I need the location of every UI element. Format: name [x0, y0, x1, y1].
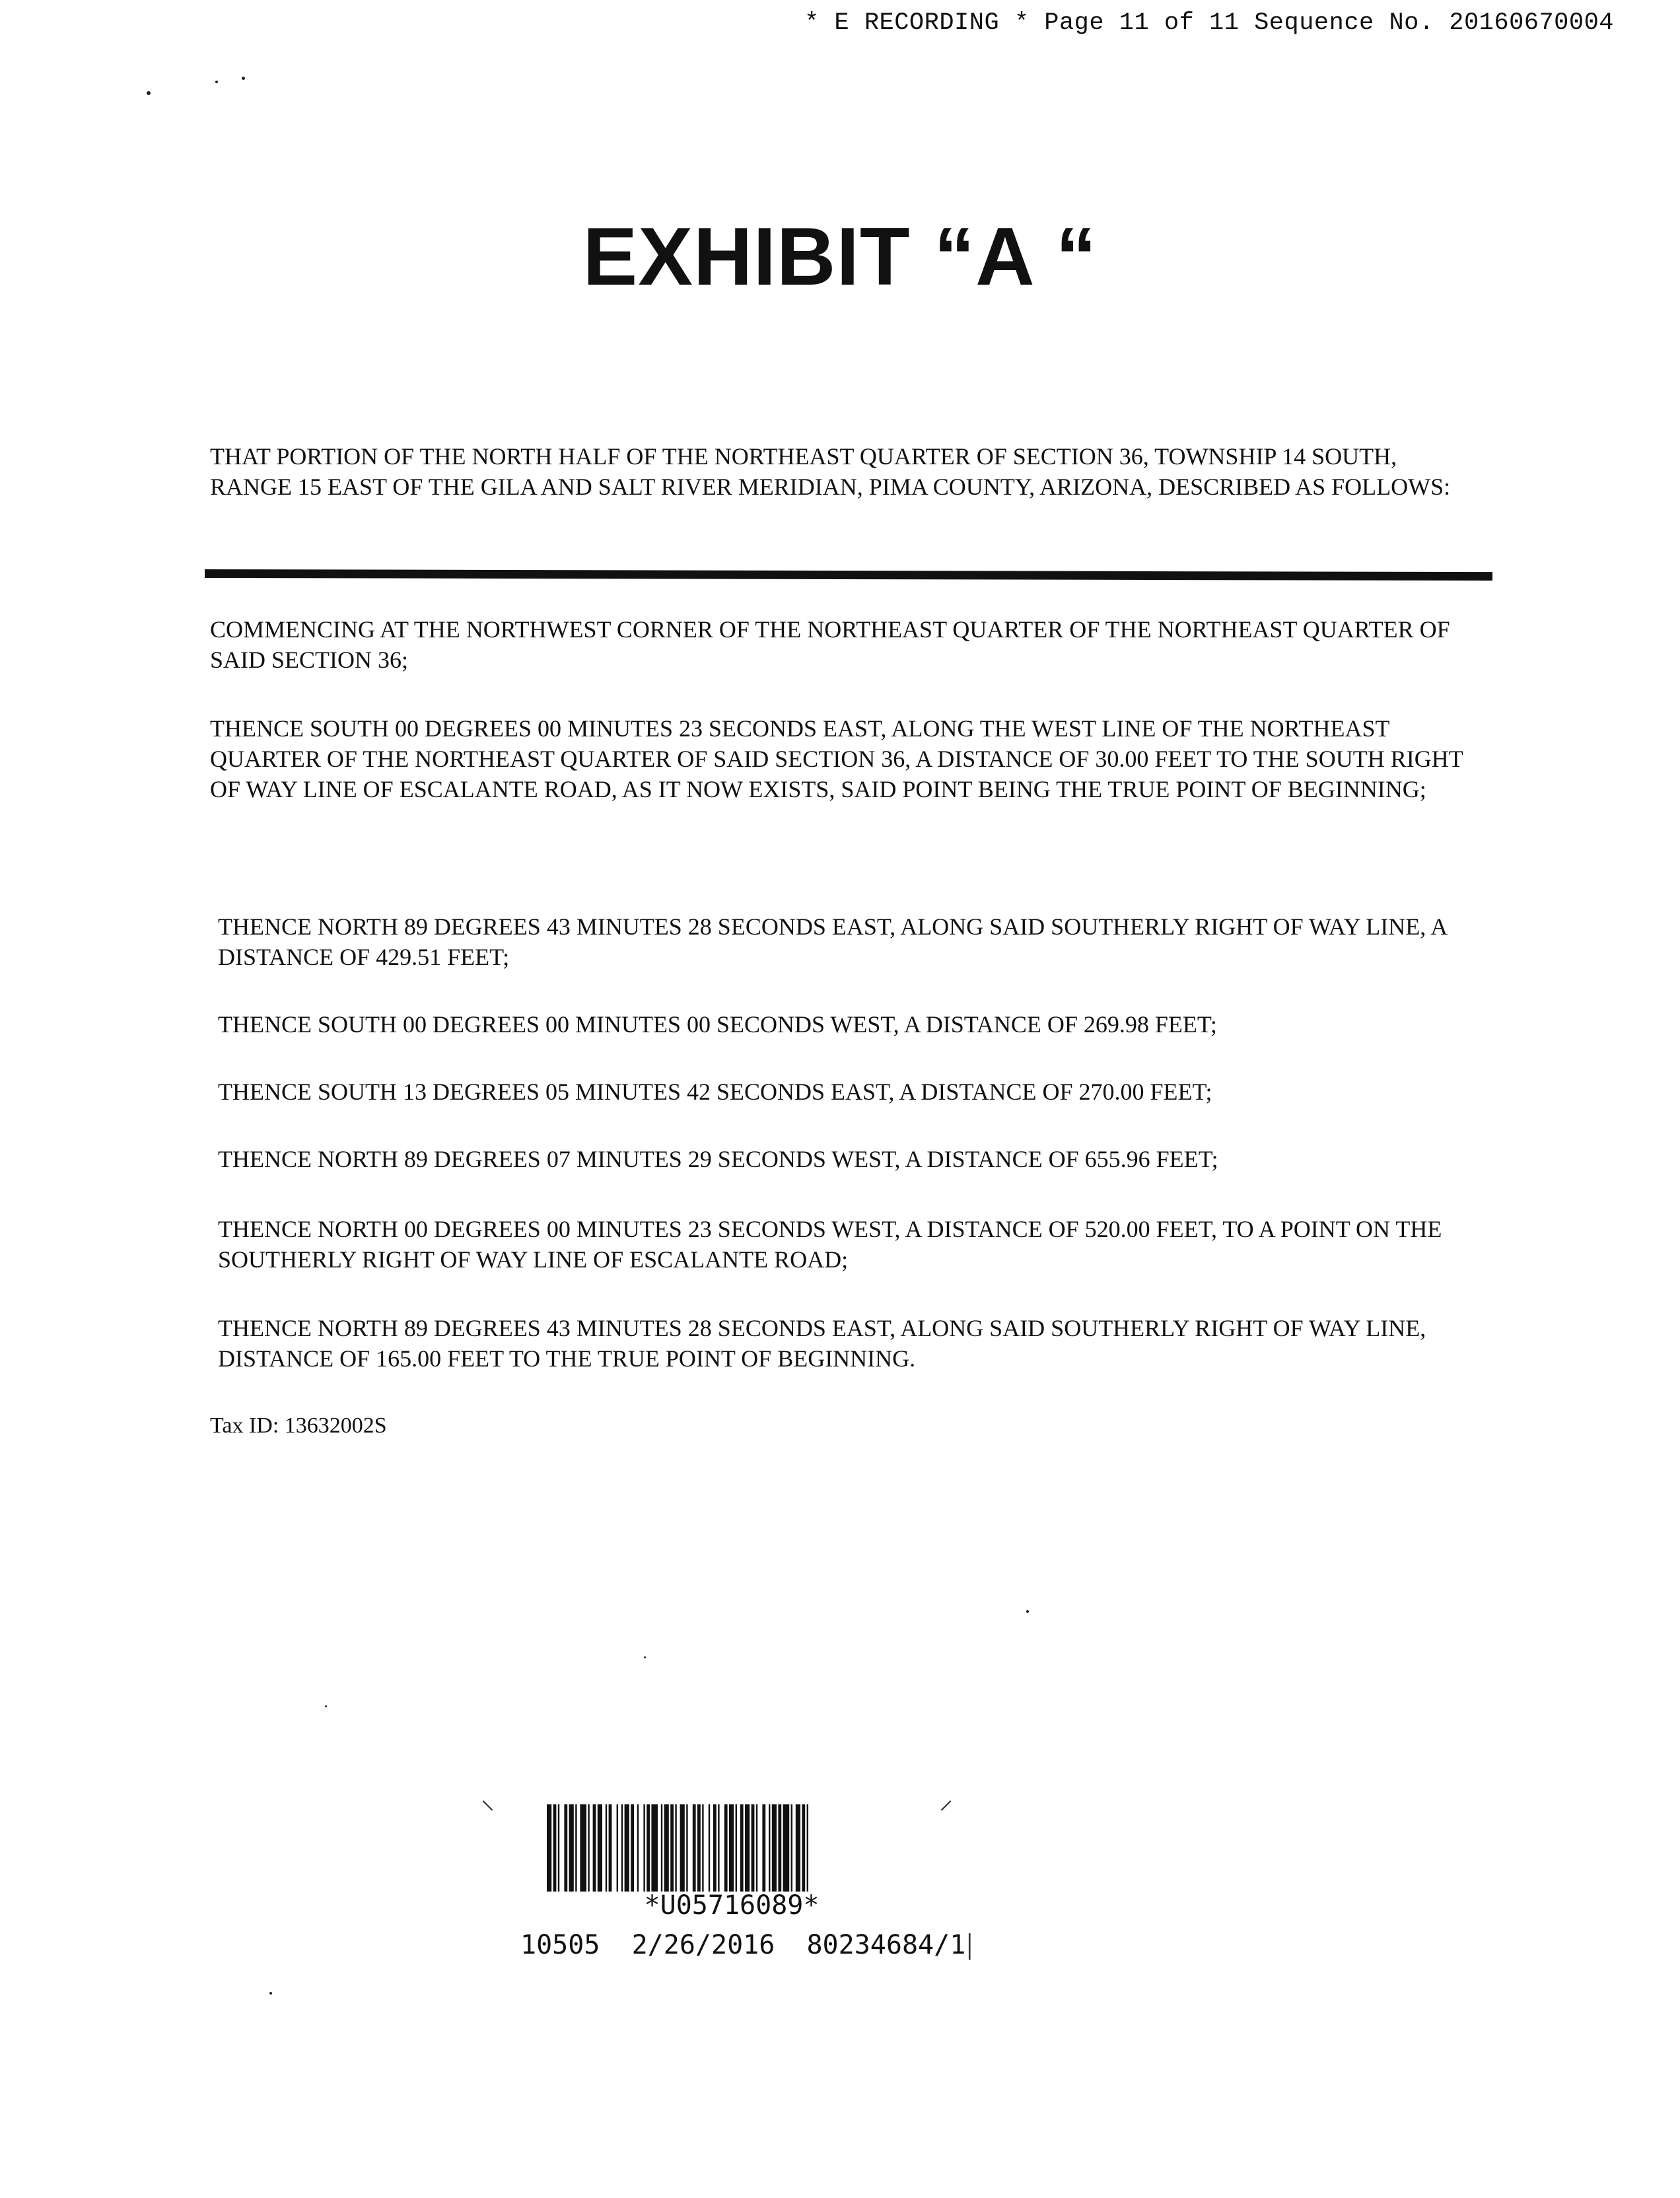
legal-description-paragraph: COMMENCING AT THE NORTHWEST CORNER OF THE NORTHEAST QUARTER OF THE NORTHEAST QUARTER OF SAID SECTION 36; [210, 616, 1450, 673]
legal-description-paragraph: THENCE NORTH 89 DEGREES 07 MINUTES 29 SECONDS WEST, A DISTANCE OF 655.96 FEET; [218, 1146, 1218, 1172]
barcode-bar [569, 1804, 574, 1892]
exhibit-title: EXHIBIT “A “ [582, 211, 1098, 302]
legal-description-paragraph: THENCE SOUTH 00 DEGREES 00 MINUTES 00 SECONDS WEST, A DISTANCE OF 269.98 FEET; [218, 1011, 1217, 1038]
barcode-bar [564, 1804, 567, 1892]
scan-speck [325, 1705, 327, 1707]
barcode-bar [606, 1804, 607, 1892]
barcode-bar [709, 1804, 710, 1892]
recording-barcode-block [481, 1795, 983, 2039]
barcode-bar [807, 1804, 808, 1892]
barcode-bar [762, 1804, 765, 1892]
recording-meta: 10505 2/26/2016 80234684/1 [520, 1930, 966, 1960]
barcode-bar [593, 1804, 596, 1892]
barcode-bar [736, 1804, 737, 1892]
barcode-bar [686, 1804, 687, 1892]
barcode-bar [745, 1804, 750, 1892]
barcode-bar [637, 1804, 639, 1892]
barcode-bar [670, 1804, 674, 1892]
barcode-bar [631, 1804, 634, 1892]
barcode-bar [664, 1804, 669, 1892]
recording-header: * E RECORDING * Page 11 of 11 Sequence No. 20160670004 [804, 9, 1614, 37]
legal-description-paragraph: THENCE NORTH 89 DEGREES 43 MINUTES 28 SECONDS EAST, ALONG SAID SOUTHERLY RIGHT OF WAY LINE, DISTANCE OF 165.00 FEET TO THE TRUE POINT OF BEGINNING. [218, 1315, 1426, 1372]
scan-speck [147, 91, 151, 95]
tax-id: Tax ID: 13632002S [210, 1413, 387, 1438]
scan-speck [269, 1992, 272, 1995]
barcode-bar [617, 1804, 618, 1892]
intro-paragraph: THAT PORTION OF THE NORTH HALF OF THE NORTHEAST QUARTER OF SECTION 36, TOWNSHIP 14 SOUTH, RANGE 15 EAST OF THE GILA AND SALT RIVER MERIDIAN, PIMA COUNTY, ARIZONA, DESCRIBED AS FOLLOWS: [210, 443, 1451, 500]
barcode-bar [647, 1804, 650, 1892]
scan-speck [644, 1656, 646, 1658]
barcode-bar [778, 1804, 781, 1892]
barcode-number: *U05716089* [644, 1890, 820, 1921]
barcode-bar [553, 1804, 557, 1892]
barcode-bar [783, 1804, 790, 1892]
barcode-bar [702, 1804, 703, 1892]
section-divider [205, 569, 1492, 581]
barcode-bar [675, 1804, 676, 1892]
scan-speck [242, 77, 245, 80]
barcode-bar [588, 1804, 589, 1892]
barcode-bar [625, 1804, 629, 1892]
barcode-bar [752, 1804, 755, 1892]
barcode-bar [791, 1804, 792, 1892]
barcode-bar [718, 1804, 719, 1892]
barcode-bar [598, 1804, 602, 1892]
barcode-bar [756, 1804, 757, 1892]
legal-description-paragraph: THENCE NORTH 00 DEGREES 00 MINUTES 23 SECONDS WEST, A DISTANCE OF 520.00 FEET, TO A POINT ON THE SOUTHERLY RIGHT OF WAY LINE OF ESCALANTE ROAD; [218, 1216, 1442, 1273]
barcode-bar [680, 1804, 685, 1892]
barcode-bar [802, 1804, 805, 1892]
barcode-bar [796, 1804, 800, 1892]
scan-speck [215, 81, 218, 83]
barcode-bar [575, 1804, 577, 1892]
corner-mark: ⸍ [939, 1794, 954, 1827]
barcode-bar [643, 1804, 645, 1892]
barcode-bar [558, 1804, 559, 1892]
barcode-bar [769, 1804, 770, 1892]
barcode-bar [693, 1804, 696, 1892]
scan-speck [1026, 1610, 1029, 1613]
barcode-bar [580, 1804, 586, 1892]
barcode-bar [740, 1804, 744, 1892]
barcode-bar [713, 1804, 717, 1892]
barcode-bar [547, 1804, 551, 1892]
barcode-bar [621, 1804, 623, 1892]
barcode-bar [697, 1804, 701, 1892]
legal-description-paragraph: THENCE NORTH 89 DEGREES 43 MINUTES 28 SECONDS EAST, ALONG SAID SOUTHERLY RIGHT OF WAY LINE, A DISTANCE OF 429.51 FEET; [218, 913, 1447, 970]
corner-mark: ⸌ [481, 1794, 495, 1827]
barcode-bar [661, 1804, 662, 1892]
barcode-image [547, 1804, 903, 1892]
corner-mark: │ [963, 1934, 977, 1960]
legal-description-paragraph: THENCE SOUTH 00 DEGREES 00 MINUTES 23 SECONDS EAST, ALONG THE WEST LINE OF THE NORTHEAST QUARTER OF THE NORTHEAST QUARTER OF SAID SECTION 36, A DISTANCE OF 30.00 FEET TO THE SOUTH RIGHT OF WAY LINE OF ESCALANTE ROAD, AS IT NOW EXISTS, SAID POINT BEING THE TRUE POINT OF BEGINNING; [210, 715, 1463, 802]
barcode-bar [772, 1804, 777, 1892]
barcode-bar [724, 1804, 728, 1892]
barcode-bar [729, 1804, 734, 1892]
barcode-bar [609, 1804, 612, 1892]
legal-description-paragraph: THENCE SOUTH 13 DEGREES 05 MINUTES 42 SECONDS EAST, A DISTANCE OF 270.00 FEET; [218, 1079, 1212, 1105]
barcode-bar [651, 1804, 658, 1892]
